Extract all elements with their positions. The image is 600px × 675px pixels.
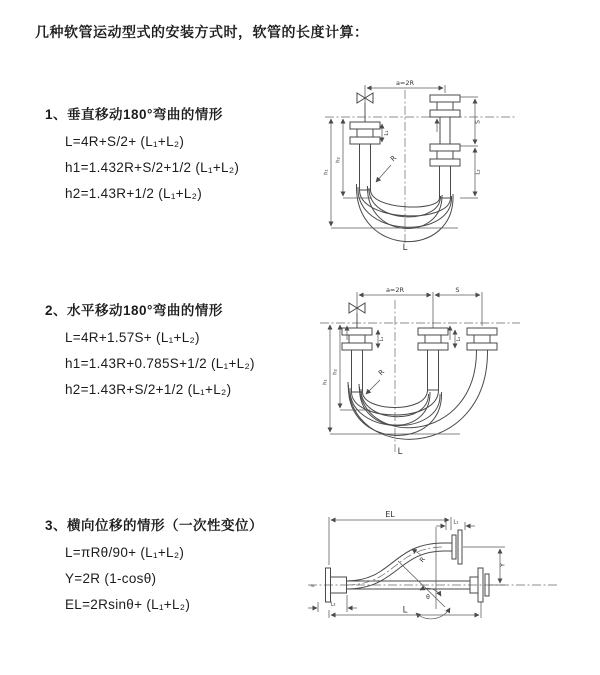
dim-label-h2: h₂ xyxy=(332,369,339,375)
dim-label-h1: h₁ xyxy=(323,169,330,175)
dim-label-h1: h₁ xyxy=(322,379,329,385)
dim-label-s: S xyxy=(455,286,460,294)
page-title: 几种软管运动型式的安装方式时，软管的长度计算： xyxy=(35,24,369,40)
break-symbol: ≈ xyxy=(310,582,316,590)
middle-fitting xyxy=(418,326,450,390)
centerline-main xyxy=(308,583,558,590)
dimension-s-l2 xyxy=(460,97,482,198)
centerlines xyxy=(325,90,515,244)
formula-h1: h1=1.432R+S/2+1/2 (L₁+L₂) xyxy=(65,160,240,175)
dimension-l1 xyxy=(378,330,385,348)
section-2 xyxy=(45,299,255,408)
dim-label-l1: L₁ xyxy=(384,130,390,136)
dimension-l2 xyxy=(455,330,462,348)
formula-h2: h2=1.43R+S/2+1/2 (L₁+L₂) xyxy=(65,382,232,397)
dim-label-l2: L₂ xyxy=(475,169,482,175)
formula-h1: h1=1.43R+0.785S+1/2 (L₁+L₂) xyxy=(65,356,255,371)
formula-l: L=4R+S/2+ (L₁+L₂) xyxy=(65,134,185,149)
diagram-horizontal-180-bend xyxy=(310,282,580,458)
right-fitting-moved xyxy=(467,328,497,350)
dimension-l1 xyxy=(382,124,390,142)
section-1 xyxy=(45,103,239,212)
dimension-heights xyxy=(323,325,461,434)
dimension-l-bottom xyxy=(329,602,481,618)
right-fitting xyxy=(430,95,460,198)
dim-label-l1: L₁ xyxy=(453,519,459,526)
diagram-lateral-displacement xyxy=(300,495,600,645)
radius-callout xyxy=(366,368,386,394)
dimension-l2 xyxy=(308,595,357,612)
dim-label-l-bottom: L xyxy=(402,243,408,252)
dim-label-el: EL xyxy=(385,510,395,519)
dim-label-r: R xyxy=(389,154,399,164)
hose-arcs xyxy=(348,350,488,439)
diagram-vertical-180-bend xyxy=(310,72,560,252)
formula-el: EL=2Rsinθ+ (L₁+L₂) xyxy=(65,597,191,612)
dimension-top xyxy=(357,286,482,328)
dim-label-h2: h₂ xyxy=(335,157,342,163)
dim-label-l: L xyxy=(402,605,408,616)
section-3 xyxy=(45,514,263,623)
centerlines xyxy=(320,300,520,452)
dim-label-r: R xyxy=(417,555,427,565)
section-1-heading: 1、垂直移动180°弯曲的情形 xyxy=(45,107,223,122)
section-3-heading: 3、横向位移的情形（一次性变位） xyxy=(45,518,264,533)
dim-label-a2r: a=2R xyxy=(385,286,405,294)
dim-label-y: Y xyxy=(498,563,507,567)
dim-label-l1: L₁ xyxy=(379,336,385,342)
radius-callout xyxy=(376,154,398,182)
dim-label-s: S xyxy=(474,120,482,124)
formula-l: L=πRθ/90+ (L₁+L₂) xyxy=(65,545,185,560)
dim-label-l2: L₂ xyxy=(456,336,462,342)
dim-label-r: R xyxy=(377,368,387,378)
section-2-heading: 2、水平移动180°弯曲的情形 xyxy=(45,303,223,318)
formula-y: Y=2R (1-cosθ) xyxy=(65,571,157,586)
upper-flange xyxy=(444,530,462,564)
dim-label-a2r: a=2R xyxy=(395,79,415,87)
s-curve-hose xyxy=(347,543,445,589)
left-fitting xyxy=(342,326,372,392)
left-fitting xyxy=(350,122,380,190)
dimension-l1 xyxy=(436,520,475,531)
dimension-el xyxy=(329,510,451,565)
formula-l: L=4R+1.57S+ (L₁+L₂) xyxy=(65,330,200,345)
dim-label-theta: θ xyxy=(426,594,430,601)
dim-label-l-bottom: L xyxy=(397,447,403,457)
dim-label-l2: L₂ xyxy=(330,601,336,608)
formula-h2: h2=1.43R+1/2 (L₁+L₂) xyxy=(65,186,203,201)
